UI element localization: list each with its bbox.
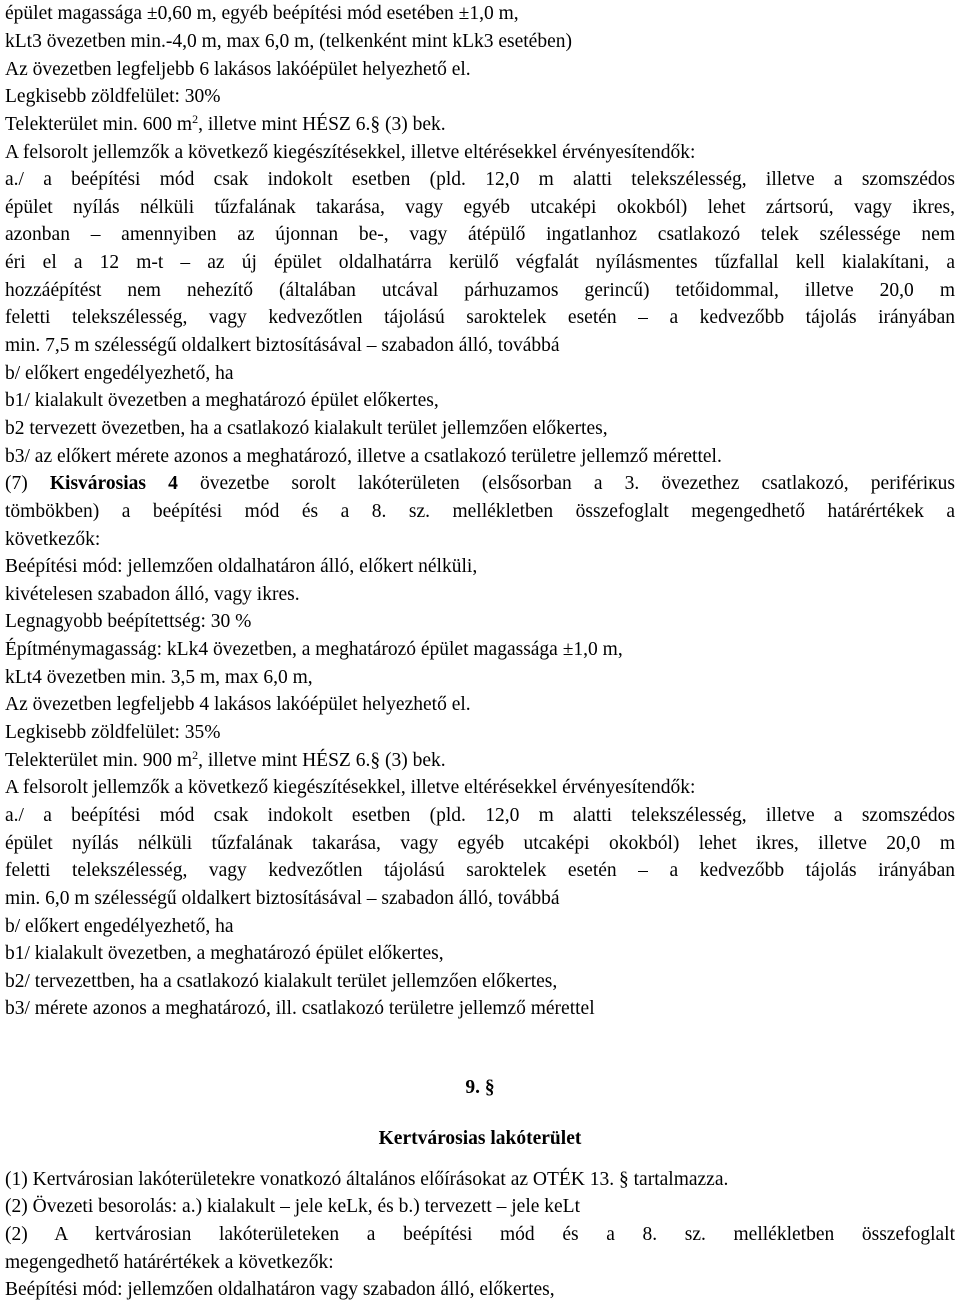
text-line xyxy=(5,470,955,497)
text-line: (2) Övezeti besorolás: a.) kialakult – jele keLk, és b.) tervezett – jele keLt xyxy=(5,1196,581,1217)
text-line: feletti telekszélesség, vagy kedvezőtlen tájolású saroktelek esetén – a kedvezőbb tájolás irányában xyxy=(5,860,955,881)
text-line: feletti telekszélesség, vagy kedvezőtlen tájolású saroktelek esetén – a kedvezőbb tájolás irányában xyxy=(5,307,955,328)
text-line: b3/ mérete azonos a meghatározó, ill. csatlakozó területre jellemző mérettel xyxy=(5,998,595,1019)
text-line: b/ előkert engedélyezhető, ha xyxy=(5,916,234,937)
text-line: következők: xyxy=(5,529,101,550)
text-line xyxy=(5,747,955,774)
text-line: tömbökben) a beépítési mód és a 8. sz. mellékletben összefoglalt megengedhető határértékek a xyxy=(5,501,955,522)
text-line: éri el a 12 m-t – az új épület oldalhatárra kerülő végfalát nyílásmentes tűzfallal kell kialakítani, a xyxy=(5,252,955,273)
text-segment: övezetbe sorolt lakóterületen (elsősorban a 3. övezethez csatlakozó, perifériкus xyxy=(177,473,955,494)
text-line: Legkisebb zöldfelület: 30% xyxy=(5,86,221,107)
text-line: b2 tervezett övezetben, ha a csatlakozó kialakult terület jellemzően előkertes, xyxy=(5,418,608,439)
text-line xyxy=(5,111,955,138)
text-line: kLt4 övezetben min. 3,5 m, max 6,0 m, xyxy=(5,667,313,688)
text-segment: , illetve mint HÉSZ 6.§ (3) bek. xyxy=(198,114,446,135)
bold-term: Kisvárosias 4 xyxy=(49,473,178,494)
text-line: a./ a beépítési mód csak indokolt esetben (pld. 12,0 m alatti telekszélesség, illetve a szomszédos xyxy=(5,169,955,190)
text-line: b/ előkert engedélyezhető, ha xyxy=(5,363,234,384)
text-line: b2/ tervezettben, ha a csatlakozó kialakult terület jellemzően előkertes, xyxy=(5,971,558,992)
text-line: (1) Kertvárosian lakóterületekre vonatkozó általános előírásokat az OTÉK 13. § tartalmazza. xyxy=(5,1169,729,1190)
text-line: A felsorolt jellemzők a következő kiegészítésekkel, illetve eltérésekkel érvényesítendők: xyxy=(5,142,696,163)
text-line: épület magasságа ±0,60 m, egyéb beépítési mód esetében ±1,0 m, xyxy=(5,3,519,24)
text-line: b3/ az előkert mérete azonos a meghatározó, illetve a csatlakozó területre jellemző mérettel. xyxy=(5,446,722,467)
text-line: Beépítési mód: jellemzően oldalhatáron álló, előkert nélküli, xyxy=(5,556,478,577)
text-line: azonban – amennyiben az újonnan be-, vagy átépülő ingatlanhoz csatlakozó telek szélessége nem xyxy=(5,224,955,245)
text-line: Az övezetben legfeljebb 6 lakásos lakóépület helyezhető el. xyxy=(5,59,471,80)
text-line: épület nyílás nélküli tűzfalának takarása, vagy egyéb utcaképi okokból) lehet ikres, illetve 20,0 m xyxy=(5,833,955,854)
section-title: Kertvárosias lakóterület xyxy=(378,1128,582,1149)
text-segment: Telekterület min. 900 m xyxy=(5,750,193,771)
text-segment: , illetve mint HÉSZ 6.§ (3) bek. xyxy=(198,750,446,771)
text-line: (2) A kertvárosian lakóterületeken a beépítési mód és a 8. sz. mellékletben összefoglalt xyxy=(5,1224,955,1245)
text-line: b1/ kialakult övezetben, a meghatározó épület előkertes, xyxy=(5,943,444,964)
section-number: 9. § xyxy=(465,1077,495,1098)
text-line: b1/ kialakult övezetben a meghatározó épület előkertes, xyxy=(5,390,439,411)
superscript: 2 xyxy=(192,111,199,126)
text-line: Legkisebb zöldfelület: 35% xyxy=(5,722,221,743)
text-line: kivételesen szabadon álló, vagy ikres. xyxy=(5,584,300,605)
text-line: épület nyílás nélküli tűzfalának takarása, vagy egyéb utcaképi okokból) lehet zártsorú, vagy ikres, xyxy=(5,197,955,218)
text-line: A felsorolt jellemzők a következő kiegészítésekkel, illetve eltérésekkel érvényesítendők: xyxy=(5,777,696,798)
text-line: hozzáépítést nem nehezítő (általában utcával párhuzamos gerincű) tetőidommal, illetve 20,0 m xyxy=(5,280,955,301)
text-line: Építménymagasság: kLk4 övezetben, a meghatározó épület magassága ±1,0 m, xyxy=(5,639,623,660)
text-segment: (7) xyxy=(5,473,50,494)
text-line: min. 7,5 m szélességű oldalkert biztosításával – szabadon álló, továbbá xyxy=(5,335,560,356)
text-line: Beépítési mód: jellemzően oldalhatáron vagy szabadon álló, előkertes, xyxy=(5,1279,555,1300)
text-line: a./ a beépítési mód csak indokolt esetben (pld. 12,0 m alatti telekszélesség, illetve a szomszédos xyxy=(5,805,955,826)
text-line: kLt3 övezetben min.-4,0 m, max 6,0 m, (telkenként mint kLk3 esetében) xyxy=(5,31,572,52)
text-line: Az övezetben legfeljebb 4 lakásos lakóépület helyezhető el. xyxy=(5,694,471,715)
text-segment: Telekterület min. 600 m xyxy=(5,114,193,135)
text-line: megengedhető határértékek a következők: xyxy=(5,1252,334,1273)
superscript: 2 xyxy=(192,747,199,762)
text-line: Legnagyobb beépítettség: 30 % xyxy=(5,611,252,632)
text-line: min. 6,0 m szélességű oldalkert biztosításával – szabadon álló, továbbá xyxy=(5,888,560,909)
